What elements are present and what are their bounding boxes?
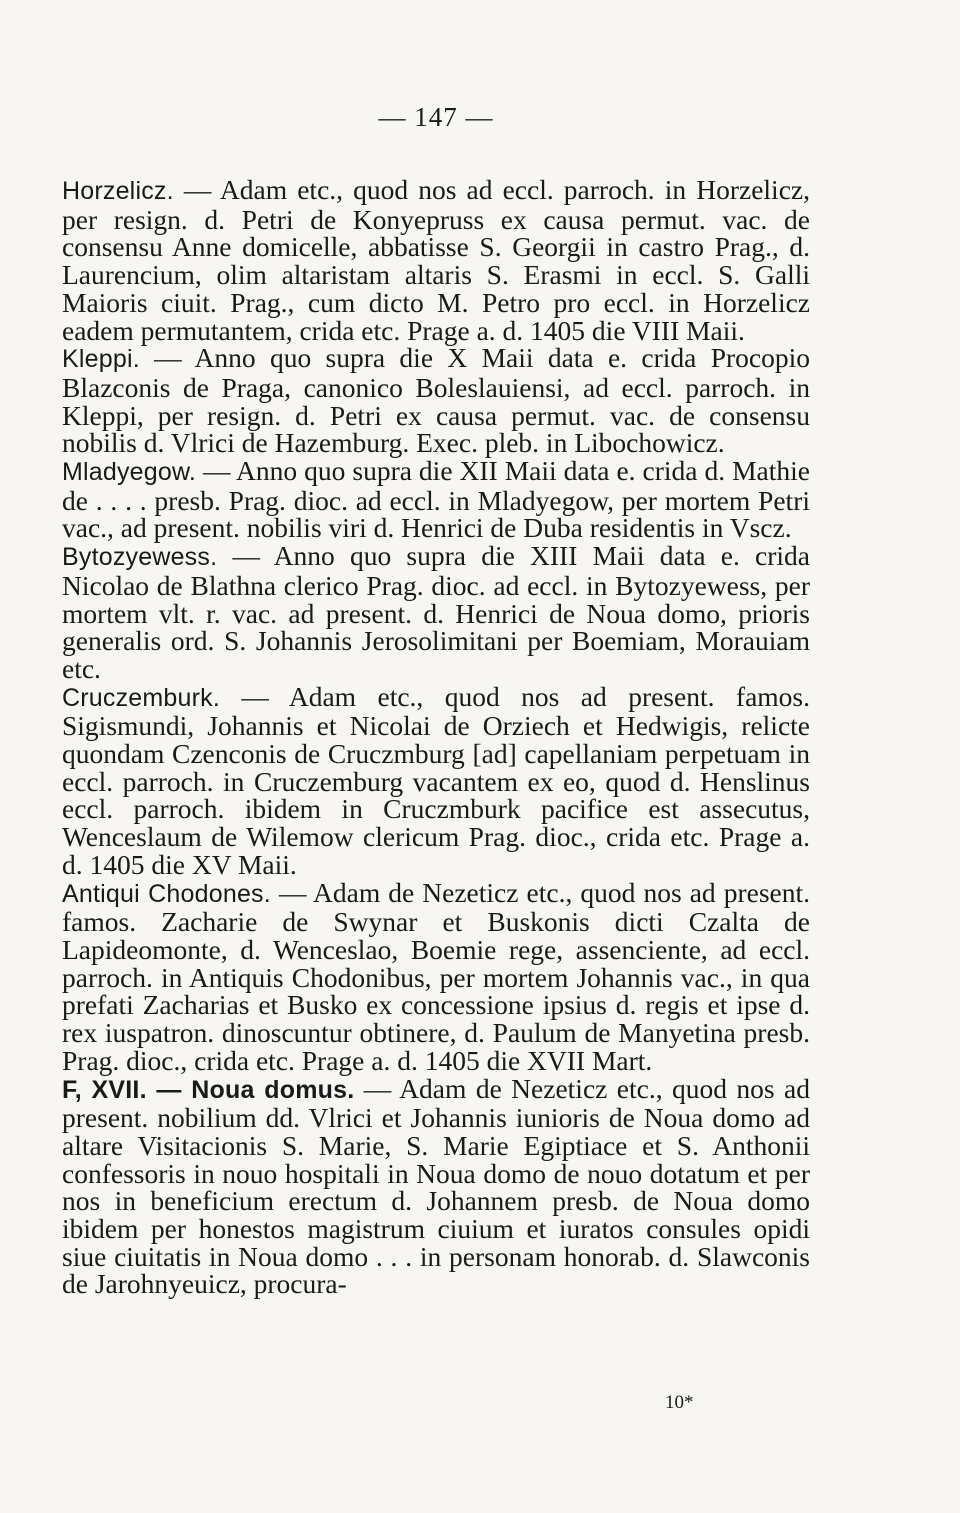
entry-text: — Adam etc., quod nos ad present. famos. Sigismundi, Johannis et Nicolai de Orziech et Hedwigis, relicte quondam Czenconis de Cruczmburg [ad] capellaniam perpetuam in eccl. parroch. in Cruczemburg vacantem ex eo, quod d. Henslinus eccl. parroch. ibidem in Cruczmburk pacifice est assecutus, Wenceslaum de Wilemow clericum Prag. dioc., crida etc. Prage a. d. 1405 die XV Maii. [62,680,810,880]
entry-text: — Anno quo supra die XII Maii data e. crida d. Mathie de . . . . presb. Prag. dioc. ad eccl. in Mladyegow, per mortem Petri vac., ad present. nobilis viri d. Henrici de Duba residentis in Vscz. [62,455,810,544]
entry-heading: Antiqui Chodones. [62,879,271,908]
entry-cruczemburk [62,680,810,880]
entry-noua-domus [62,1072,810,1300]
document-page [62,100,810,1298]
entry-heading: Horzelicz. [62,177,174,205]
entry-horzelicz [62,176,810,344]
entry-heading: Bytozyewess. [62,543,218,572]
entry-mladyegow [62,457,810,542]
signature-mark: 10* [665,1392,694,1413]
entry-text: — Anno quo supra die XIII Maii data e. crida Nicolao de Blathna clerico Prag. dioc. ad eccl. in Bytozyewess, per mortem vlt. r. vac. ad present. d. Henrici de Noua domo, prioris generalis ord. S. Johannis Jerosolimitani per Boemiam, Morauiam etc. [62,540,810,684]
entry-text: — Adam de Nezeticz etc., quod nos ad present. nobilium dd. Vlrici et Johannis iunioris de Noua domo ad altare Visitacionis S. Marie, S. Marie Egiptiace et S. Anthonii confessoris in nouo hospitali in Noua domo de nouo dotatum et per nos in beneficium erectum d. Johannem presb. de Noua domo ibidem per honestos magistrum ciuium et iuratos consules opidi siue ciuitatis in Noua domo . . . in personam honorab. d. Slawconis de Jarohnyeuicz, procura- [62,1072,810,1300]
entry-heading: Mladyegow. [62,458,197,487]
entry-heading: Kleppi. [62,345,140,374]
page-number: — 147 — [378,102,494,132]
entry-kleppi [62,344,810,457]
entry-antiqui-chodones [62,876,811,1076]
entry-heading: Cruczemburk. [62,683,220,712]
entry-bytozyewess [62,542,810,683]
entry-text: — Adam de Nezeticz etc., quod nos ad present. famos. Zacharie de Swynar et Buskonis dicti Czalta de Lapideomonte, d. Wenceslao, Boemie rege, assenciente, ad eccl. parroch. in Antiquis Chodonibus, per mortem Johannis vac., in qua prefati Zacharias et Busko ex concessione ipsius d. regis et ipse d. rex iuspatron. dinoscuntur obtinere, d. Paulum de Manyetina presb. Prag. dioc., crida etc. Prage a. d. 1405 die XVII Mart. [62,876,811,1076]
entry-text: — Adam etc., quod nos ad eccl. parroch. in Horzelicz, per resign. d. Petri de Konyepruss ex causa permut. vac. de consensu Anne domicelle, abbatisse S. Georgii in castro Prag., d. Laurencium, olim altaristam altaris S. Erasmi in eccl. S. Galli Maioris ciuit. Prag., cum dicto M. Petro pro eccl. in Horzelicz eadem permutantem, crida etc. Prage a. d. 1405 die VIII Maii. [62,174,810,346]
entry-heading: F, XVII. — Noua domus. [62,1075,355,1104]
entry-text: — Anno quo supra die X Maii data e. crida Procopio Blazconis de Praga, canonico Boleslauiensi, ad eccl. parroch. in Kleppi, per resign. d. Petri ex causa permut. vac. de consensu nobilis d. Vlrici de Hazemburg. Exec. pleb. in Libochowicz. [62,342,810,459]
